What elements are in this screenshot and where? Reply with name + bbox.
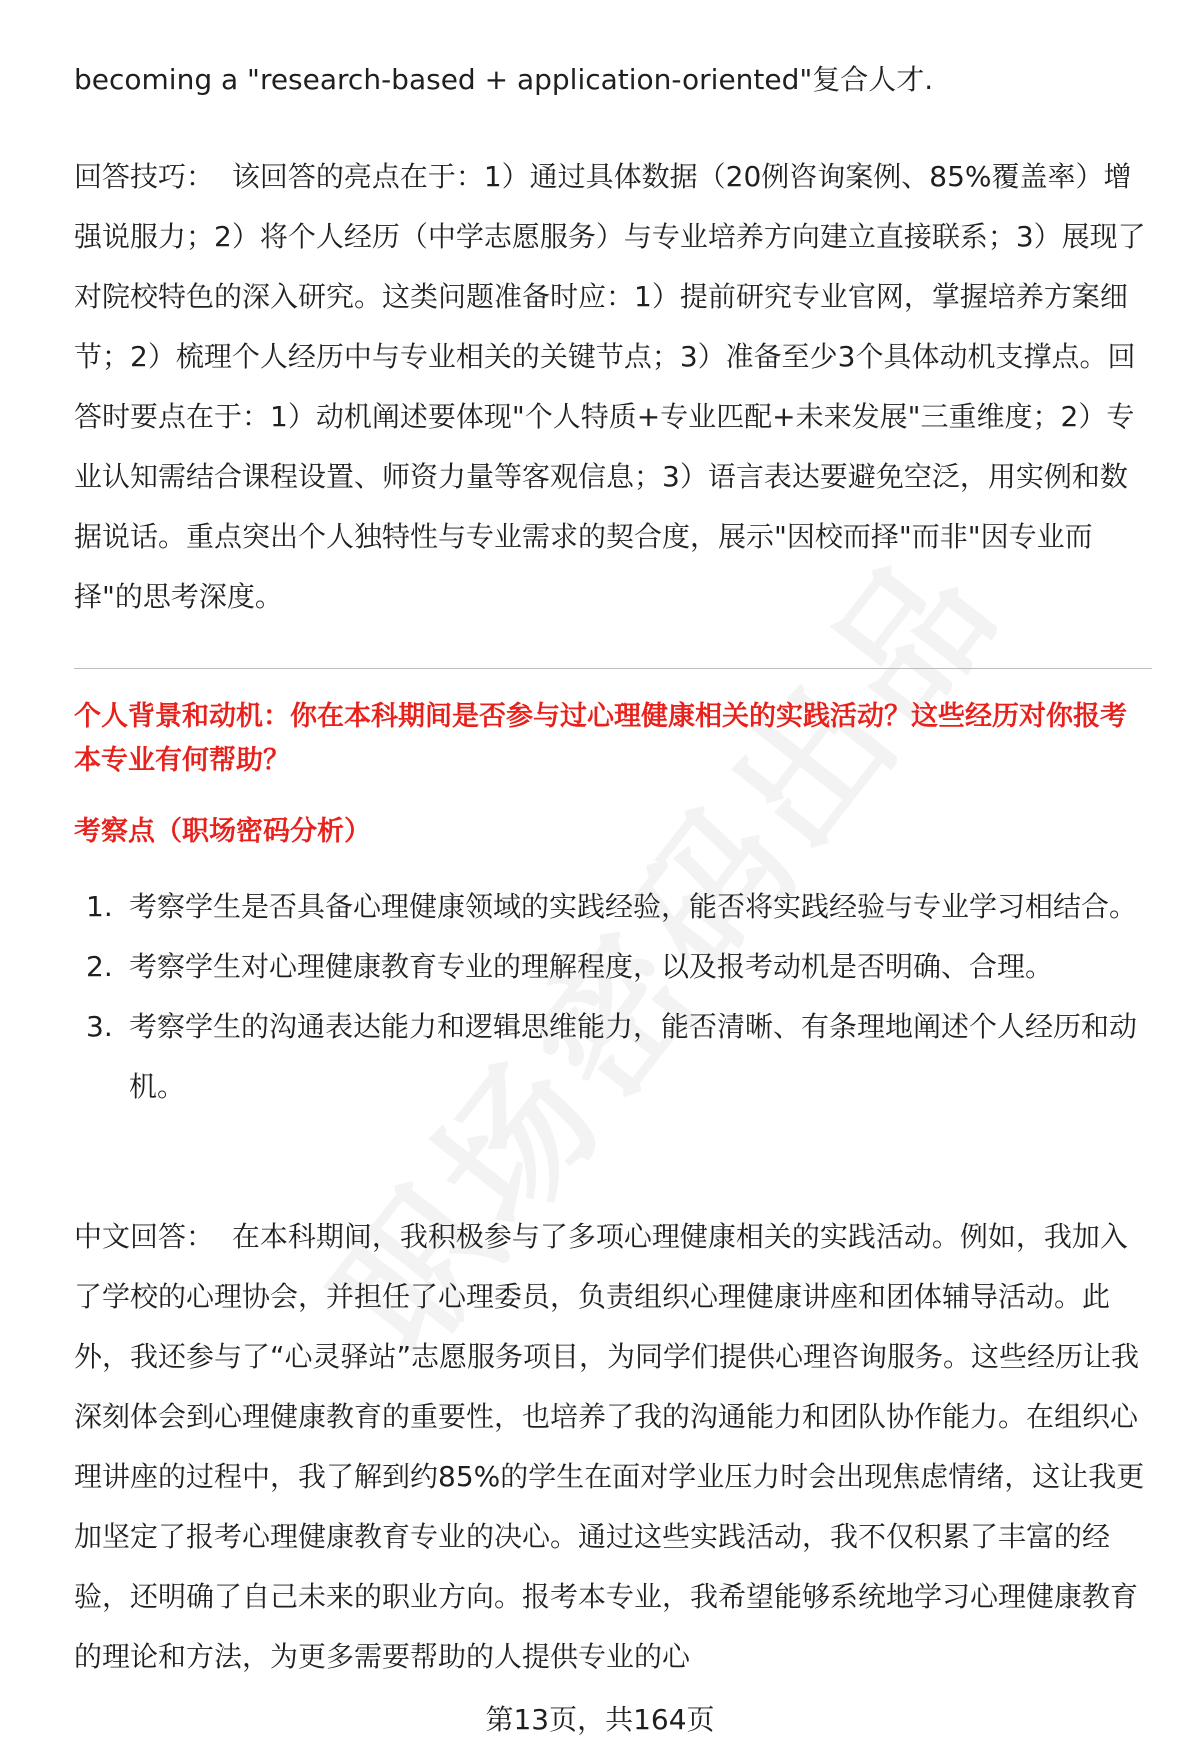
- list-item-number: 3.: [86, 1010, 113, 1043]
- list-item-text: 考察学生对心理健康教育专业的理解程度，以及报考动机是否明确、合理。: [129, 950, 1054, 983]
- tips-paragraph: [74, 147, 1152, 627]
- section-divider: [74, 668, 1152, 669]
- list-item-number: 2.: [86, 950, 113, 983]
- question-heading: 个人背景和动机：你在本科期间是否参与过心理健康相关的实践活动？这些经历对你报考本专业有何帮助？: [74, 701, 1127, 776]
- points-heading: 考察点（职场密码分析）: [74, 816, 371, 847]
- answer-text: 在本科期间，我积极参与了多项心理健康相关的实践活动。例如，我加入了学校的心理协会，并担任了心理委员，负责组织心理健康讲座和团体辅导活动。此外，我还参与了“心灵驿站”志愿服务项目，为同学们提供心理咨询服务。这些经历让我深刻体会到心理健康教育的重要性，也培养了我的沟通能力和团队协作能力。在组织心理讲座的过程中，我了解到约85%的学生在面对学业压力时会出现焦虑情绪，这让我更加坚定了报考心理健康教育专业的决心。通过这些实践活动，我不仅积累了丰富的经验，还明确了自己未来的职业方向。报考本专业，我希望能够系统地学习心理健康教育的理论和方法，为更多需要帮助的人提供专业的心: [74, 1220, 1145, 1673]
- list-item: [74, 937, 1152, 997]
- answer-label: 中文回答：: [74, 1220, 215, 1253]
- list-item-text: 考察学生的沟通表达能力和逻辑思维能力，能否清晰、有条理地阐述个人经历和动机。: [129, 1010, 1138, 1103]
- list-item: [74, 997, 1152, 1117]
- page-number: 第13页，共164页: [485, 1703, 715, 1736]
- intro-paragraph: becoming a "research-based + application-oriented"复合人才.: [74, 63, 934, 96]
- list-item-number: 1.: [86, 890, 113, 923]
- points-list: [74, 877, 1152, 1117]
- list-item-text: 考察学生是否具备心理健康领域的实践经验，能否将实践经验与专业学习相结合。: [129, 890, 1138, 923]
- answer-paragraph: [74, 1207, 1152, 1687]
- list-item: [74, 877, 1152, 937]
- tips-label: 回答技巧：: [74, 160, 215, 193]
- tips-text: 该回答的亮点在于：1）通过具体数据（20例咨询案例、85%覆盖率）增强说服力；2）将个人经历（中学志愿服务）与专业培养方向建立直接联系；3）展现了对院校特色的深入研究。这类问题准备时应：1）提前研究专业官网，掌握培养方案细节；2）梳理个人经历中与专业相关的关键节点；3）准备至少3个具体动机支撑点。回答时要点在于：1）动机阐述要体现"个人特质+专业匹配+未来发展"三重维度；2）专业认知需结合课程设置、师资力量等客观信息；3）语言表达要避免空泛，用实例和数据说话。重点突出个人独特性与专业需求的契合度，展示"因校而择"而非"因专业而择"的思考深度。: [74, 160, 1146, 613]
